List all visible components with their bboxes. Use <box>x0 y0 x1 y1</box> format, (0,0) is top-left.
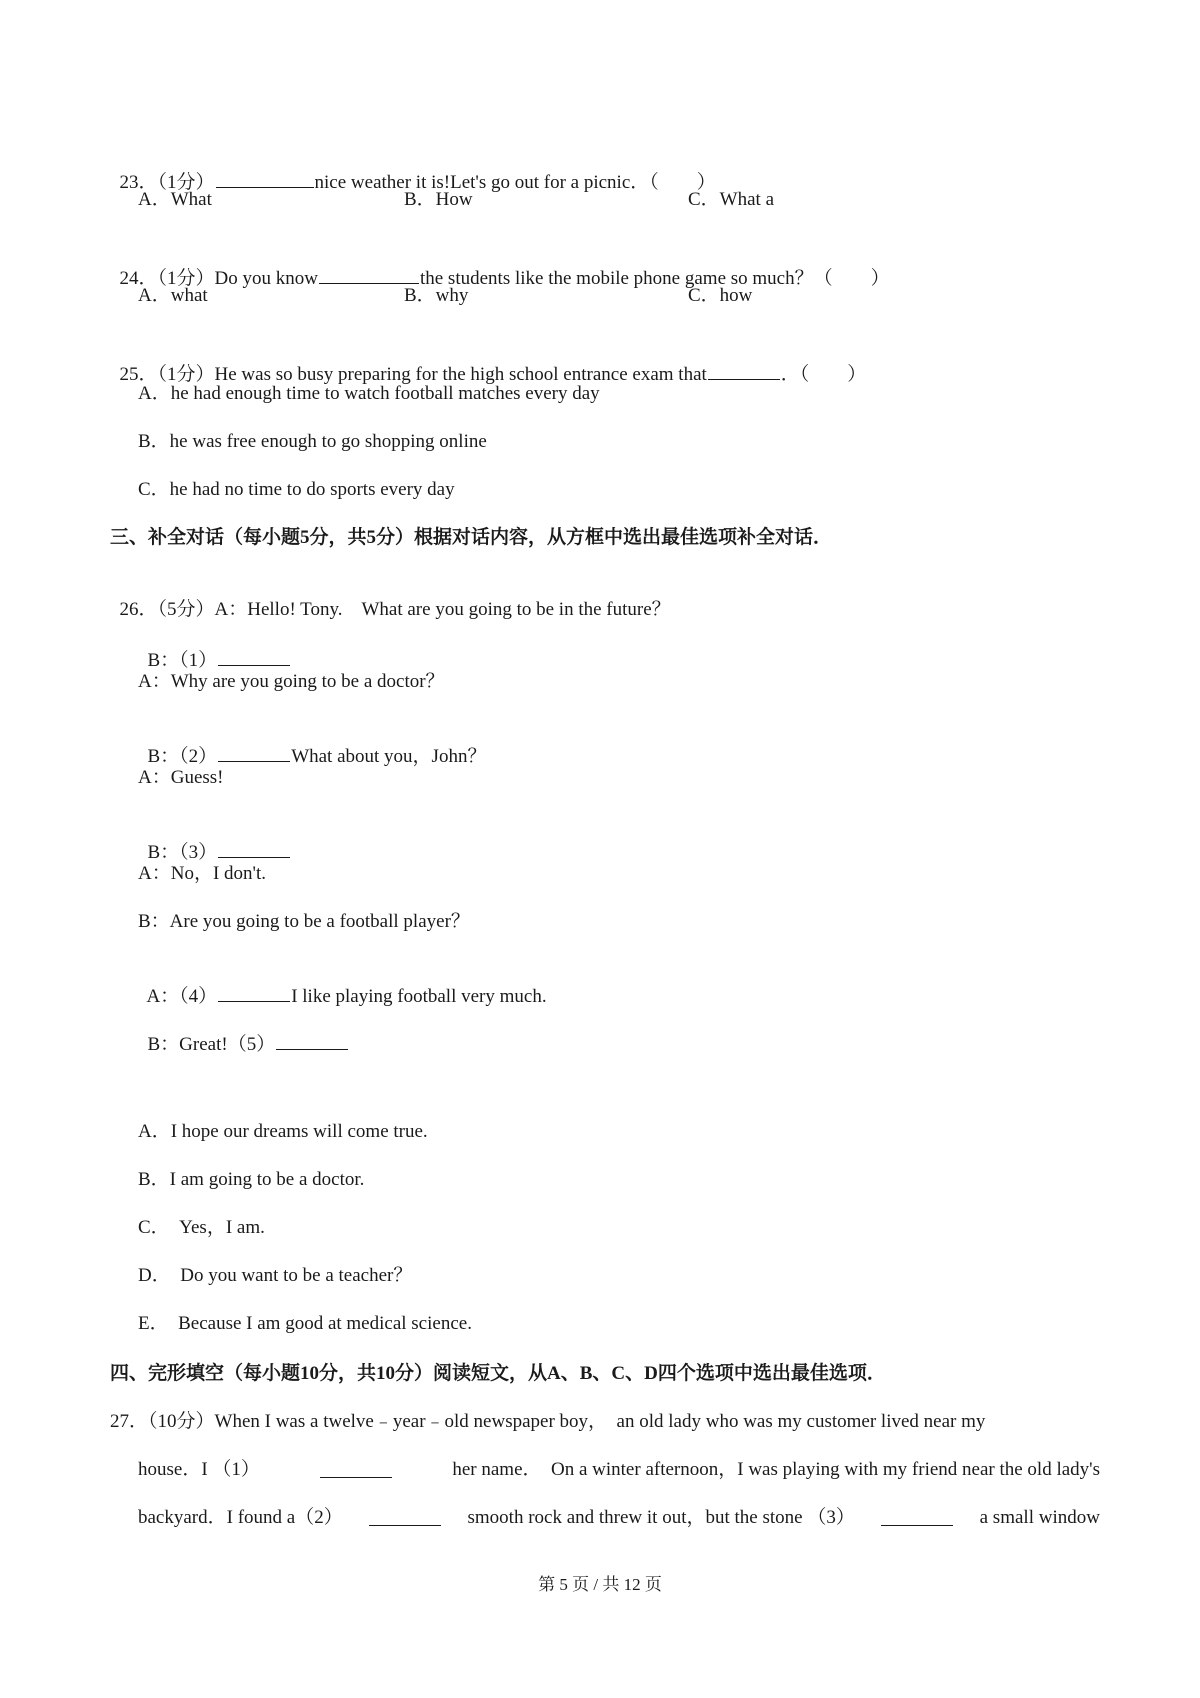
dialogue-speaker-text: A：（4） <box>146 986 218 1007</box>
question-text: He was so busy preparing for the high school entrance exam that <box>214 364 707 385</box>
question-number: 26．（5分） <box>119 599 215 620</box>
choice-e[interactable]: E． Because I am good at medical science. <box>138 1313 472 1334</box>
dialogue-text: What about you，John？ <box>291 746 487 767</box>
question-text: Do you know <box>214 268 318 289</box>
dialogue-line <box>138 622 291 673</box>
passage-text: When I was a twelve﹣year﹣old newspaper boy， an old lady who was my customer lived near my <box>214 1411 986 1432</box>
question-number: 23．（1分） <box>119 172 215 193</box>
cloze-line-3 <box>138 1506 1100 1530</box>
answer-blank[interactable] <box>218 838 290 858</box>
option-c[interactable]: C．What a <box>688 189 775 210</box>
dialogue-line <box>138 1006 349 1057</box>
dialogue-speaker-text: B：Great!（5） <box>147 1034 276 1055</box>
dialogue-line <box>138 958 547 1009</box>
dialogue-speaker-text: B：（2） <box>147 746 218 767</box>
option-b[interactable]: B．he was free enough to go shopping online <box>138 431 487 452</box>
question-text-end: the students like the mobile phone game so much？（ ） <box>419 268 890 289</box>
answer-blank[interactable] <box>319 264 419 284</box>
cloze-line-2 <box>138 1458 1100 1482</box>
dialogue-line: A：Why are you going to be a doctor？ <box>138 671 445 692</box>
choice-c[interactable]: C． Yes，I am. <box>138 1217 265 1238</box>
option-a[interactable]: A．he had enough time to watch football matches every day <box>138 383 600 404</box>
cloze-line-1 <box>110 1410 1100 1434</box>
question-26 <box>110 574 671 622</box>
option-b[interactable]: B．How <box>404 189 473 210</box>
answer-blank[interactable] <box>218 982 290 1002</box>
option-a[interactable]: A．what <box>138 285 208 306</box>
answer-blank[interactable] <box>218 742 290 762</box>
dialogue-line <box>138 814 291 865</box>
answer-blank[interactable] <box>320 1458 392 1478</box>
question-text-end: ．（ ） <box>780 364 867 385</box>
passage-text: a small window <box>979 1507 1100 1528</box>
answer-blank[interactable] <box>218 646 290 666</box>
dialogue-line: A：Hello! Tony. What are you going to be in the future？ <box>214 599 671 620</box>
question-number: 27．（10分） <box>110 1411 215 1432</box>
section-heading-dialogue: 三、补全对话（每小题5分，共5分）根据对话内容，从方框中选出最佳选项补全对话． <box>110 527 833 548</box>
dialogue-speaker-text: B：（1） <box>147 650 218 671</box>
option-a[interactable]: A．What <box>138 189 212 210</box>
dialogue-text: I like playing football very much. <box>291 986 547 1007</box>
answer-blank[interactable] <box>708 360 780 380</box>
dialogue-line: A：Guess! <box>138 767 224 788</box>
section-heading-cloze: 四、完形填空（每小题10分，共10分）阅读短文，从A、B、C、D四个选项中选出最佳选项． <box>110 1363 886 1384</box>
choice-d[interactable]: D． Do you want to be a teacher？ <box>138 1265 413 1286</box>
passage-text: backyard．I found a（2） <box>138 1507 343 1528</box>
answer-blank[interactable] <box>369 1506 441 1526</box>
question-24 <box>110 240 890 291</box>
option-c[interactable]: C．he had no time to do sports every day <box>138 479 455 500</box>
choice-a[interactable]: A．I hope our dreams will come true. <box>138 1121 428 1142</box>
passage-text: her name． On a winter afternoon，I was playing with my friend near the old lady's <box>452 1459 1100 1480</box>
option-b[interactable]: B．why <box>404 285 469 306</box>
question-text: nice weather it is!Let's go out for a picnic．（ ） <box>314 172 716 193</box>
choice-b[interactable]: B．I am going to be a doctor. <box>138 1169 365 1190</box>
question-number: 25．（1分） <box>119 364 215 385</box>
answer-blank[interactable] <box>276 1030 348 1050</box>
option-c[interactable]: C．how <box>688 285 753 306</box>
passage-text: house．I （1） <box>138 1459 260 1480</box>
dialogue-line <box>138 718 486 769</box>
dialogue-speaker-text: B：（3） <box>147 842 218 863</box>
passage-text: smooth rock and threw it out，but the stone （3） <box>467 1507 855 1528</box>
answer-blank[interactable] <box>881 1506 953 1526</box>
question-number: 24．（1分） <box>119 268 215 289</box>
answer-blank[interactable] <box>216 168 314 188</box>
dialogue-line: A：No，I don't. <box>138 863 266 884</box>
question-25 <box>110 336 866 387</box>
page-footer: 第 5 页 / 共 12 页 <box>538 1575 662 1594</box>
dialogue-line: B：Are you going to be a football player？ <box>138 911 470 932</box>
